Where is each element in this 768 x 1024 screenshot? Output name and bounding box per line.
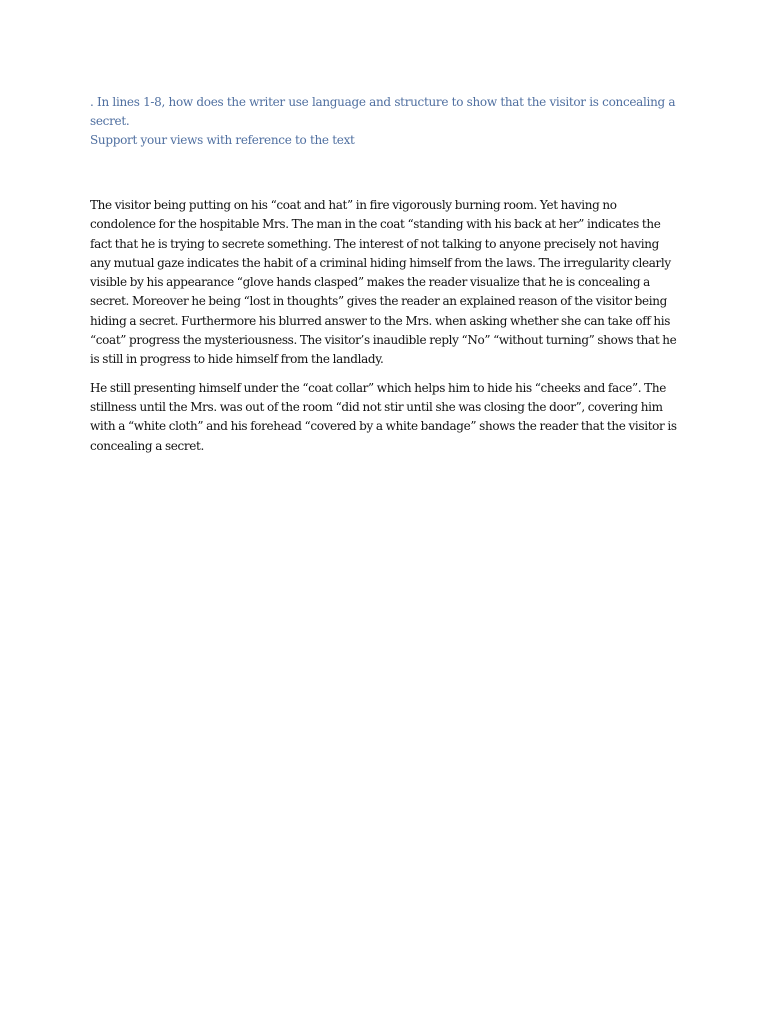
question-instruction: Support your views with reference to the text: [90, 133, 355, 147]
question-block: [90, 93, 690, 150]
question-prompt: . In lines 1-8, how does the writer use language and structure to show that the visitor is concealing a secret.: [90, 95, 676, 128]
answer-paragraph-1: The visitor being putting on his “coat and hat” in fire vigorously burning room. Yet having no condolence for the hospitable Mrs. The man in the coat “standing with his back at her” indicates the fact that he is trying to secrete something. The interest of not talking to anyone precisely not having any mutual gaze indicates the habit of a criminal hiding himself from the laws. The irregularity clearly visible by his appearance “glove hands clasped” makes the reader visualize that he is concealing a secret. Moreover he being “lost in thoughts” gives the reader an explained reason of the visitor being hiding a secret. Furthermore his blurred answer to the Mrs. when asking whether she can take off his “coat” progress the mysteriousness. The visitor’s inaudible reply “No” “without turning” shows that he is still in progress to hide himself from the landlady.: [90, 198, 677, 367]
answer-block: [90, 196, 680, 465]
answer-paragraph-2: He still presenting himself under the “coat collar” which helps him to hide his “cheeks and face”. The stillness until the Mrs. was out of the room “did not stir until she was closing the door”, covering him with a “white cloth” and his forehead “covered by a white bandage” shows the reader that the visitor is concealing a secret.: [90, 380, 677, 453]
